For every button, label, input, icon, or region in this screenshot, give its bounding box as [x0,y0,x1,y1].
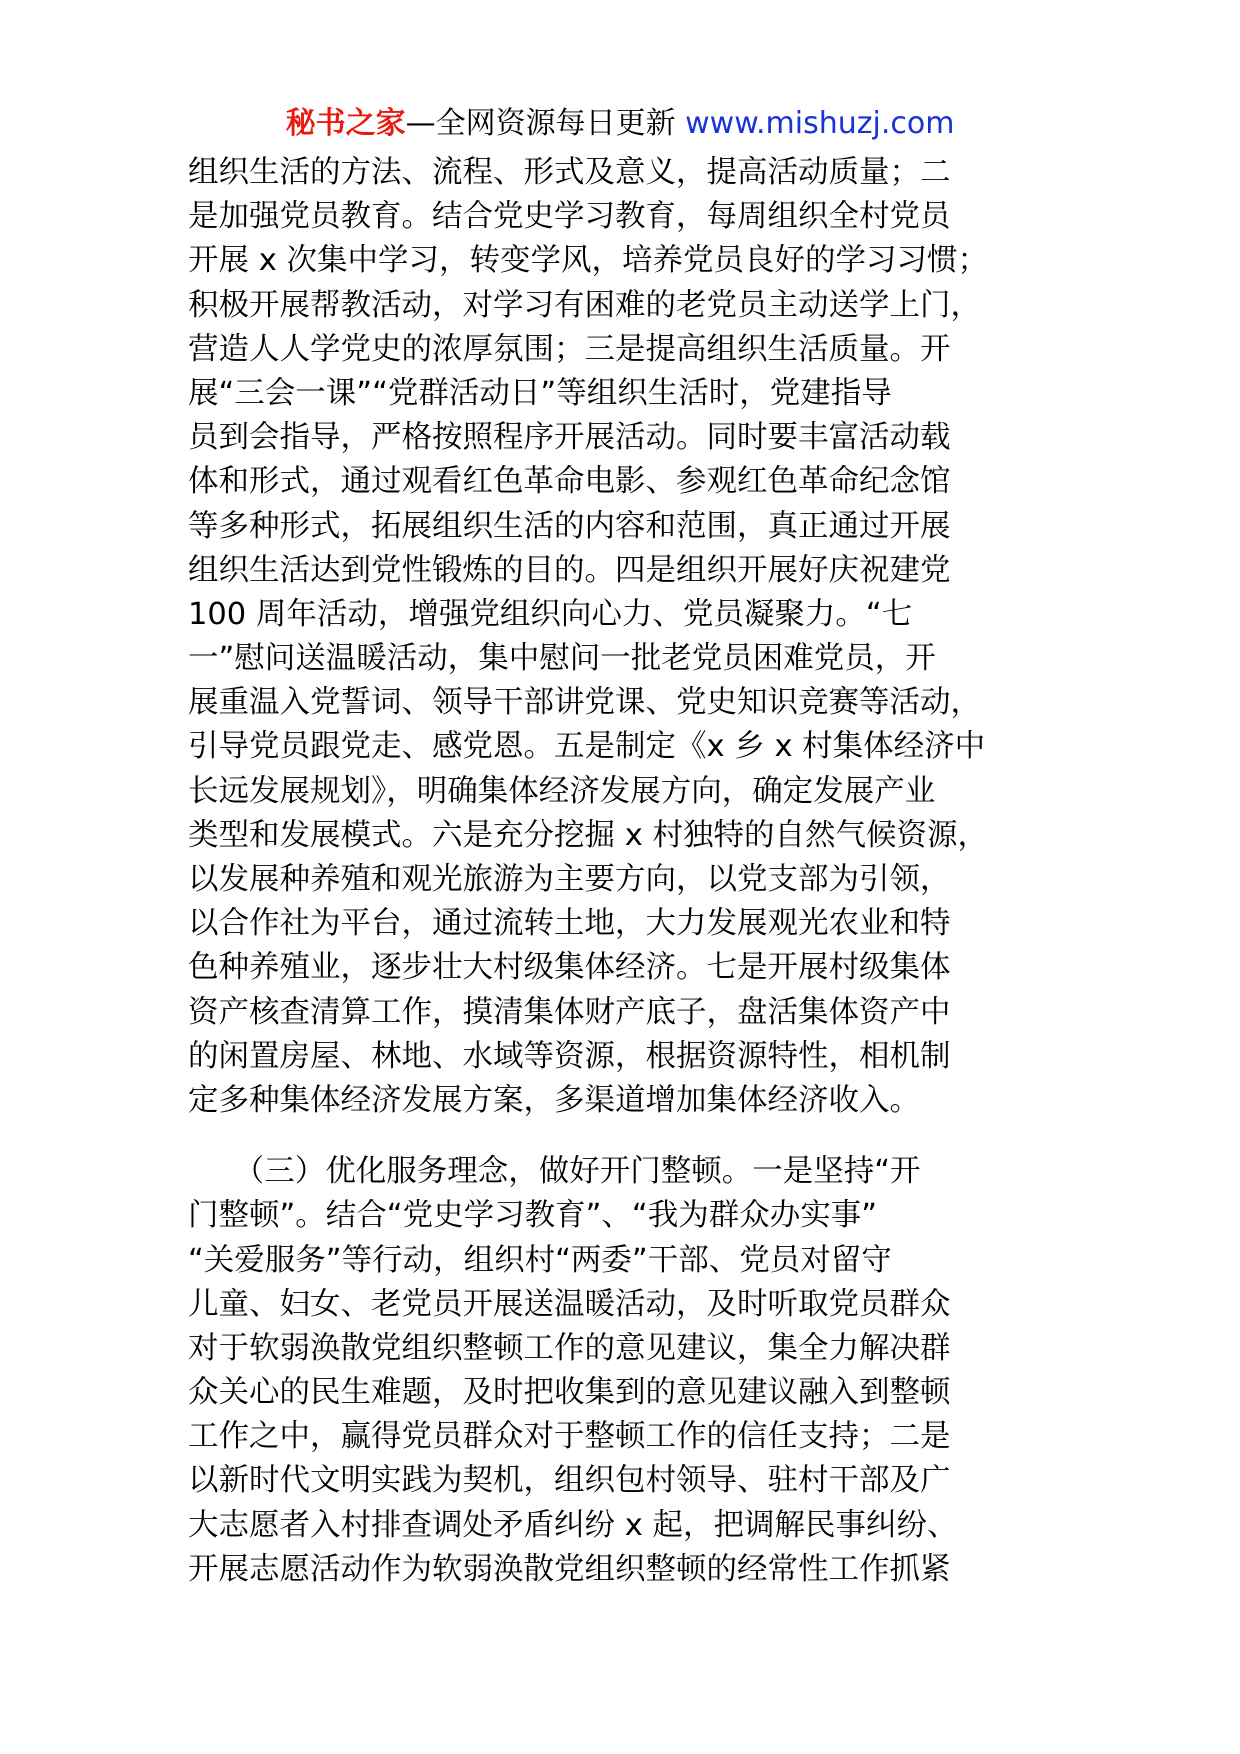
text-line: 对于软弱涣散党组织整顿工作的意见建议，集全力解决群 [188,1330,951,1366]
text-line: 员到会指导，严格按照程序开展活动。同时要丰富活动载 [188,420,951,456]
text-line: 营造人人学党史的浓厚氛围；三是提高组织生活质量。开 [188,331,951,367]
text-line: 组织生活达到党性锻炼的目的。四是组织开展好庆祝建党 [188,552,951,588]
text-line: 开展 x 次集中学习，转变学风，培养党员良好的学习习惯； [188,243,988,279]
text-line: 色种养殖业，逐步壮大村级集体经济。七是开展村级集体 [188,950,951,986]
site-url-link[interactable]: www.mishuzj.com [685,106,955,141]
text-line: 以发展种养殖和观光旅游为主要方向，以党支部为引领， [188,862,951,897]
text-line: 长远发展规划》，明确集体经济发展方向，确定发展产业 [188,773,936,809]
text-line: 积极开展帮教活动，对学习有困难的老党员主动送学上门， [188,287,981,323]
document-body [188,151,1068,1592]
text-line: （三）优化服务理念，做好开门整顿。一是坚持“开 [188,1154,921,1190]
paragraph-2 [188,1150,1068,1592]
text-line: 组织生活的方法、流程、形式及意义，提高活动质量；二 [188,155,951,190]
text-line: 门整顿”。结合“党史学习教育”、“我为群众办实事” [188,1198,878,1234]
text-line: 以合作社为平台，通过流转土地，大力发展观光农业和特 [188,906,951,942]
text-line: “关爱服务”等行动，组织村“两委”干部、党员对留守 [188,1242,892,1278]
text-line: 引导党员跟党走、感党恩。五是制定《x 乡 x 村集体经济中 [188,729,986,765]
text-line: 儿童、妇女、老党员开展送温暖活动，及时听取党员群众 [188,1286,951,1322]
text-line: 等多种形式，拓展组织生活的内容和范围，真正通过开展 [188,508,951,544]
text-line: 是加强党员教育。结合党史学习教育，每周组织全村党员 [188,199,951,235]
page-header [0,104,1240,144]
text-line: 的闲置房屋、林地、水域等资源，根据资源特性，相机制 [188,1038,951,1074]
text-line: 开展志愿活动作为软弱涣散党组织整顿的经常性工作抓紧 [188,1551,951,1587]
text-line: 众关心的民生难题，及时把收集到的意见建议融入到整顿 [188,1375,951,1411]
text-line: 体和形式，通过观看红色革命电影、参观红色革命纪念馆 [188,464,951,500]
paragraph-spacer [188,1123,1068,1150]
text-line: 以新时代文明实践为契机，组织包村领导、驻村干部及广 [188,1463,951,1499]
text-line: 100 周年活动，增强党组织向心力、党员凝聚力。“七 [188,596,913,632]
text-line: 类型和发展模式。六是充分挖掘 x 村独特的自然气候资源， [188,817,988,853]
header-tagline: —全网资源每日更新 [405,106,676,141]
text-line: 资产核查清算工作，摸清集体财产底子，盘活集体资产中 [188,994,951,1030]
text-line: 工作之中，赢得党员群众对于整顿工作的信任支持；二是 [188,1419,951,1455]
text-line: 大志愿者入村排查调处矛盾纠纷 x 起，把调解民事纠纷、 [188,1507,958,1543]
text-line: 定多种集体经济发展方案，多渠道增加集体经济收入。 [188,1082,920,1118]
text-line: 展“三会一课”“党群活动日”等组织生活时，党建指导 [188,375,892,411]
text-line: 一”慰问送温暖活动，集中慰问一批老党员困难党员，开 [188,641,936,677]
brand-name: 秘书之家 [285,106,406,141]
text-line: 展重温入党誓词、领导干部讲党课、党史知识竞赛等活动， [188,685,981,721]
paragraph-1 [188,151,1068,1123]
